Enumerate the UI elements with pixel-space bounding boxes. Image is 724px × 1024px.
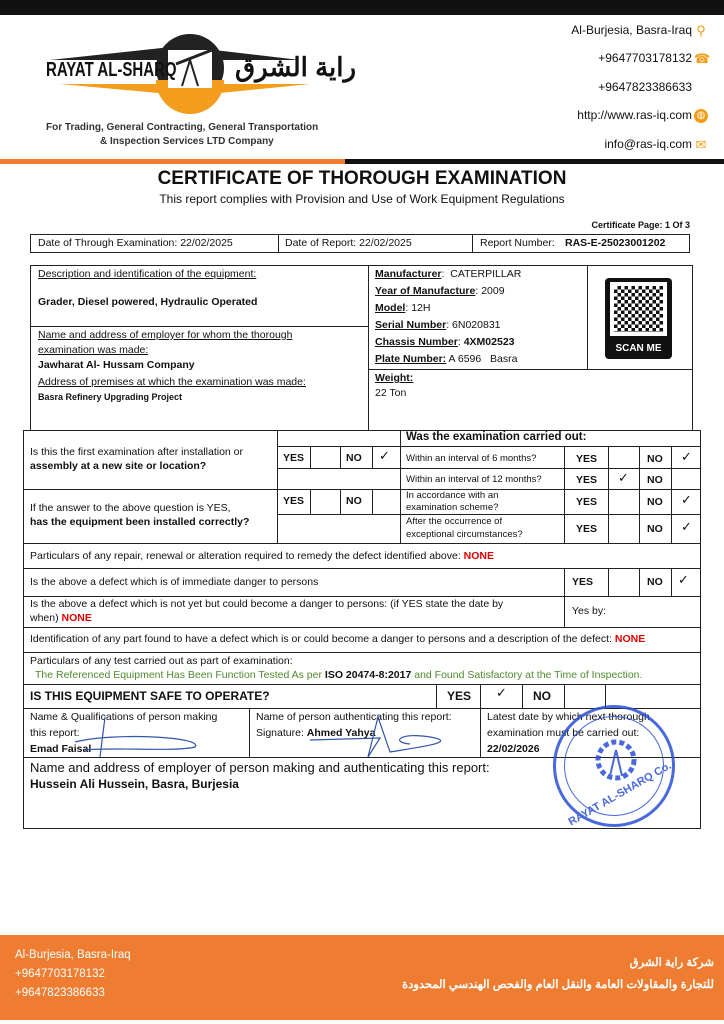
i3-no[interactable]: NO: [647, 496, 663, 508]
future-danger-2: when) NONE: [30, 612, 92, 624]
scheme-2: examination scheme?: [406, 502, 499, 513]
immediate-no[interactable]: NO: [647, 576, 663, 588]
exceptional: After the occurrence of: [406, 516, 503, 527]
exam-date: Date of Through Examination: 22/02/2025: [38, 237, 233, 249]
envelope-icon: ✉: [695, 137, 707, 152]
certificate-subtitle: This report complies with Provision and Use of Work Equipment Regulations: [159, 192, 565, 206]
report-number: RAS-E-25023001202: [565, 237, 666, 249]
header-website[interactable]: http://www.ras-iq.com: [577, 108, 692, 122]
company-stamp: [553, 705, 675, 827]
repair-row: Particulars of any repair, renewal or alteration required to remedy the defect identified above: NONE: [30, 550, 495, 562]
scheme: In accordance with an: [406, 490, 499, 501]
employer-label: Name and address of employer for whom the thorough: [38, 329, 293, 341]
certificate-page: Certificate Page: 1 Of 3: [591, 220, 690, 230]
location-pin-icon: ⚲: [696, 23, 706, 38]
phone-icon: ☎: [694, 51, 711, 66]
next-exam-label: Latest date by which next thorough: [487, 711, 650, 723]
interval-6: Within an interval of 6 months?: [406, 453, 537, 464]
immediate-danger: Is the above a defect which is of immediate danger to persons: [30, 576, 319, 588]
q-first-exam-2: assembly at a new site or location?: [30, 460, 207, 472]
globe-icon: ◍: [694, 109, 708, 123]
plate: Plate Number: A 6596 Basra: [375, 353, 518, 365]
q2-no[interactable]: NO: [346, 495, 362, 507]
divider-orange: [0, 159, 345, 164]
i4-no[interactable]: NO: [647, 523, 663, 535]
carried-out-heading: Was the examination carried out:: [406, 431, 587, 443]
weight-label: Weight:: [375, 372, 414, 384]
signature-maker-icon: [55, 712, 205, 762]
company-name-ar: راية الشرق: [235, 52, 357, 82]
interval-12: Within an interval of 12 months?: [406, 474, 542, 485]
certificate-title: CERTIFICATE OF THOROUGH EXAMINATION: [157, 168, 567, 189]
safe-yes[interactable]: YES: [447, 689, 472, 703]
model: Model: 12H: [375, 302, 431, 314]
i2-yes[interactable]: YES: [576, 474, 598, 486]
i2-no[interactable]: NO: [647, 474, 663, 486]
safe-no[interactable]: NO: [533, 689, 551, 703]
test-label: Particulars of any test carried out as part of examination:: [30, 655, 293, 667]
footer-phone-1: +9647703178132: [15, 968, 105, 980]
footer: [0, 935, 724, 1020]
footer-arabic-name: شركة راية الشرق: [629, 957, 714, 969]
q1-no-check: ✓: [379, 448, 390, 463]
yes-by: Yes by:: [572, 605, 607, 617]
identification-row: Identification of any part found to have a defect which is or could become a danger to persons and a description of the defect: NONE: [30, 633, 646, 645]
next-exam-label-2: examination must be carried out:: [487, 727, 640, 739]
company-name-en: RAYAT AL-SHARQ: [46, 59, 177, 81]
test-result: The Referenced Equipment Has Been Function Tested As per ISO 20474-8:2017 and Found Satisfactory at the Time of Inspection.: [35, 669, 643, 681]
qr-code[interactable]: [605, 278, 672, 359]
safe-question: IS THIS EQUIPMENT SAFE TO OPERATE?: [30, 689, 270, 703]
stamp-text: RAYAT AL-SHARQ Co.: [566, 759, 674, 829]
equipment-desc: Grader, Diesel powered, Hydraulic Operated: [38, 296, 258, 308]
header-phone-2: +9647823386633: [598, 80, 692, 94]
employer-name: Jawharat Al- Hussam Company: [38, 359, 195, 371]
future-danger: Is the above a defect which is not yet but could become a danger to persons: (if YES state the date by: [30, 598, 504, 610]
immediate-yes[interactable]: YES: [572, 576, 594, 588]
manufacturer: Manufacturer: CATERPILLAR: [375, 268, 522, 280]
i2-yes-check: ✓: [618, 470, 629, 485]
header-phone-1: +9647703178132: [598, 51, 692, 65]
i3-no-check: ✓: [681, 492, 692, 507]
employer-of-person: Hussein Ali Hussein, Basra, Burjesia: [30, 777, 239, 791]
footer-arabic-tagline: للتجارة والمقاولات العامة والنقل العام والفحص الهندسي المحدودة: [402, 979, 714, 991]
report-date: Date of Report: 22/02/2025: [285, 237, 412, 249]
scan-me-label: SCAN ME: [615, 343, 662, 354]
signature-auth-icon: [300, 712, 460, 762]
serial: Serial Number: 6N020831: [375, 319, 501, 331]
i4-no-check: ✓: [681, 519, 692, 534]
i1-yes[interactable]: YES: [576, 453, 598, 465]
maker-name: Emad Faisal: [30, 743, 92, 755]
q1-no[interactable]: NO: [346, 452, 362, 464]
footer-address: Al-Burjesia, Basra-Iraq: [15, 949, 131, 961]
weight: 22 Ton: [375, 387, 407, 399]
equipment-desc-label: Description and identification of the equipment:: [38, 268, 257, 280]
i1-no-check: ✓: [681, 449, 692, 464]
employer-of-person-label: Name and address of employer of person making and authenticating this report:: [30, 760, 490, 775]
report-number-label: Report Number:: [480, 237, 555, 249]
company-logo: [40, 20, 357, 120]
auth-label: Name of person authenticating this report:: [256, 711, 452, 723]
i4-yes[interactable]: YES: [576, 523, 598, 535]
auth-signature: Signature: Ahmed Yahya: [256, 727, 376, 739]
maker-label-2: this report:: [30, 727, 80, 739]
q2-yes[interactable]: YES: [283, 495, 305, 507]
q-installed-2: has the equipment been installed correctly?: [30, 516, 250, 528]
divider-black: [345, 159, 724, 164]
premises-label: Address of premises at which the examination was made:: [38, 376, 306, 388]
next-exam-date: 22/02/2026: [487, 743, 540, 755]
header-address: Al-Burjesia, Basra-Iraq: [571, 23, 692, 37]
header-email[interactable]: info@ras-iq.com: [604, 137, 692, 151]
safe-yes-check: ✓: [496, 685, 507, 700]
footer-phone-2: +9647823386633: [15, 987, 105, 999]
premises: Basra Refinery Upgrading Project: [38, 392, 183, 402]
employer-label-2: examination was made:: [38, 344, 149, 356]
top-bar: [0, 0, 724, 15]
immediate-no-check: ✓: [678, 572, 689, 587]
q-installed: If the answer to the above question is YES,: [30, 502, 231, 514]
q1-yes[interactable]: YES: [283, 452, 305, 464]
i3-yes[interactable]: YES: [576, 496, 598, 508]
maker-label: Name & Qualifications of person making: [30, 711, 218, 723]
exceptional-2: exceptional circumstances?: [406, 529, 523, 540]
year: Year of Manufacture: 2009: [375, 285, 505, 297]
q-first-exam: Is this the first examination after installation or: [30, 446, 244, 458]
i1-no[interactable]: NO: [647, 453, 663, 465]
tagline-1: For Trading, General Contracting, General Transportation: [46, 122, 319, 133]
chassis: Chassis Number: 4XM02523: [375, 336, 515, 348]
stamp-gear-icon: [594, 738, 638, 782]
tagline-2: & Inspection Services LTD Company: [100, 136, 274, 147]
